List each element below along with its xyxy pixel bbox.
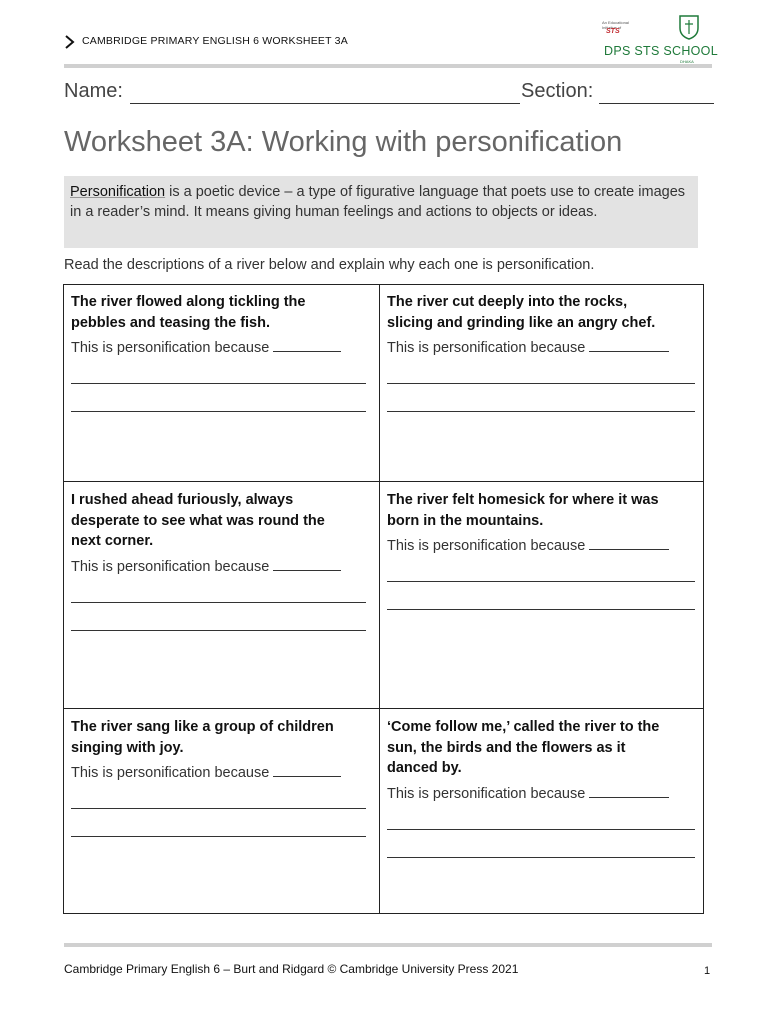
answer-blank[interactable] bbox=[589, 537, 669, 550]
answer-blank[interactable] bbox=[589, 339, 669, 352]
answer-blank[interactable] bbox=[589, 785, 669, 798]
section-label: Section: bbox=[521, 80, 594, 102]
river-sentence: The river flowed along tickling the pebbles and teasing the fish. bbox=[71, 294, 306, 331]
answer-blank[interactable] bbox=[273, 339, 341, 352]
grid-divider-row-2 bbox=[63, 708, 704, 709]
prompt-text: This is personification because bbox=[71, 765, 270, 781]
prompt-text: This is personification because bbox=[71, 340, 270, 356]
river-sentence: The river sang like a group of children singing with joy. bbox=[71, 719, 334, 756]
question-cell bbox=[387, 292, 687, 412]
grid-divider-row-1 bbox=[63, 481, 704, 482]
answer-line[interactable] bbox=[387, 554, 695, 582]
definition-box bbox=[64, 176, 698, 248]
section-field[interactable] bbox=[599, 103, 714, 104]
answer-prompt bbox=[387, 537, 687, 554]
question-cell bbox=[71, 717, 371, 837]
answer-line[interactable] bbox=[387, 830, 695, 858]
prompt-text: This is personification because bbox=[387, 785, 586, 802]
logo-city: DHAKA bbox=[680, 59, 694, 64]
prompt-text: This is personification because bbox=[387, 340, 586, 356]
answer-line[interactable] bbox=[71, 809, 366, 837]
school-logo bbox=[602, 14, 718, 66]
question-cell bbox=[71, 292, 371, 412]
answer-prompt bbox=[71, 339, 371, 356]
answer-line[interactable] bbox=[71, 384, 366, 412]
definition-term: Personification bbox=[70, 184, 166, 200]
answer-prompt bbox=[387, 785, 687, 802]
crest-icon bbox=[678, 14, 700, 40]
river-sentence: ‘Come follow me,’ called the river to the sun, the birds and the flowers as it danced by. bbox=[387, 719, 660, 776]
definition-text: is a poetic device – a type of figurative language that poets use to create images in a reader’s mind. It means giving human feelings and actions to objects or ideas. bbox=[70, 184, 686, 220]
logo-tagline: An Educational Initiative of bbox=[602, 20, 629, 30]
answer-prompt bbox=[71, 558, 371, 575]
answer-line[interactable] bbox=[387, 582, 695, 610]
answer-line[interactable] bbox=[387, 802, 695, 830]
prompt-text: This is personification because bbox=[387, 538, 586, 554]
question-cell bbox=[387, 490, 687, 610]
instructions: Read the descriptions of a river below and explain why each one is personification. bbox=[64, 257, 595, 273]
answer-prompt bbox=[71, 764, 371, 781]
answer-line[interactable] bbox=[71, 781, 366, 809]
chevron-right-icon bbox=[64, 35, 76, 49]
worksheet-title: Worksheet 3A: Working with personification bbox=[64, 126, 623, 158]
answer-line[interactable] bbox=[71, 603, 366, 631]
name-field[interactable] bbox=[130, 103, 520, 104]
question-cell bbox=[71, 490, 371, 631]
page-number: 1 bbox=[704, 965, 711, 977]
answer-line[interactable] bbox=[71, 575, 366, 603]
grid-divider-vertical bbox=[379, 284, 380, 914]
answer-line[interactable] bbox=[387, 356, 695, 384]
name-label: Name: bbox=[64, 80, 123, 102]
answer-blank[interactable] bbox=[273, 764, 341, 777]
footer-divider bbox=[64, 943, 712, 947]
logo-brand: STS bbox=[606, 28, 620, 35]
answer-line[interactable] bbox=[387, 384, 695, 412]
river-sentence: The river cut deeply into the rocks, slicing and grinding like an angry chef. bbox=[387, 294, 656, 331]
river-sentence: I rushed ahead furiously, always desperate to see what was round the next corner. bbox=[71, 492, 325, 549]
question-cell bbox=[387, 717, 687, 858]
prompt-text: This is personification because bbox=[71, 558, 270, 575]
answer-prompt bbox=[387, 339, 687, 356]
running-title: CAMBRIDGE PRIMARY ENGLISH 6 WORKSHEET 3A bbox=[82, 35, 348, 47]
logo-school-name: DPS STS SCHOOL bbox=[604, 44, 718, 58]
answer-blank[interactable] bbox=[273, 558, 341, 571]
footer-credit: Cambridge Primary English 6 – Burt and Ridgard © Cambridge University Press 2021 bbox=[64, 962, 519, 976]
answer-line[interactable] bbox=[71, 356, 366, 384]
header-divider bbox=[64, 64, 712, 68]
river-sentence: The river felt homesick for where it was born in the mountains. bbox=[387, 492, 659, 529]
